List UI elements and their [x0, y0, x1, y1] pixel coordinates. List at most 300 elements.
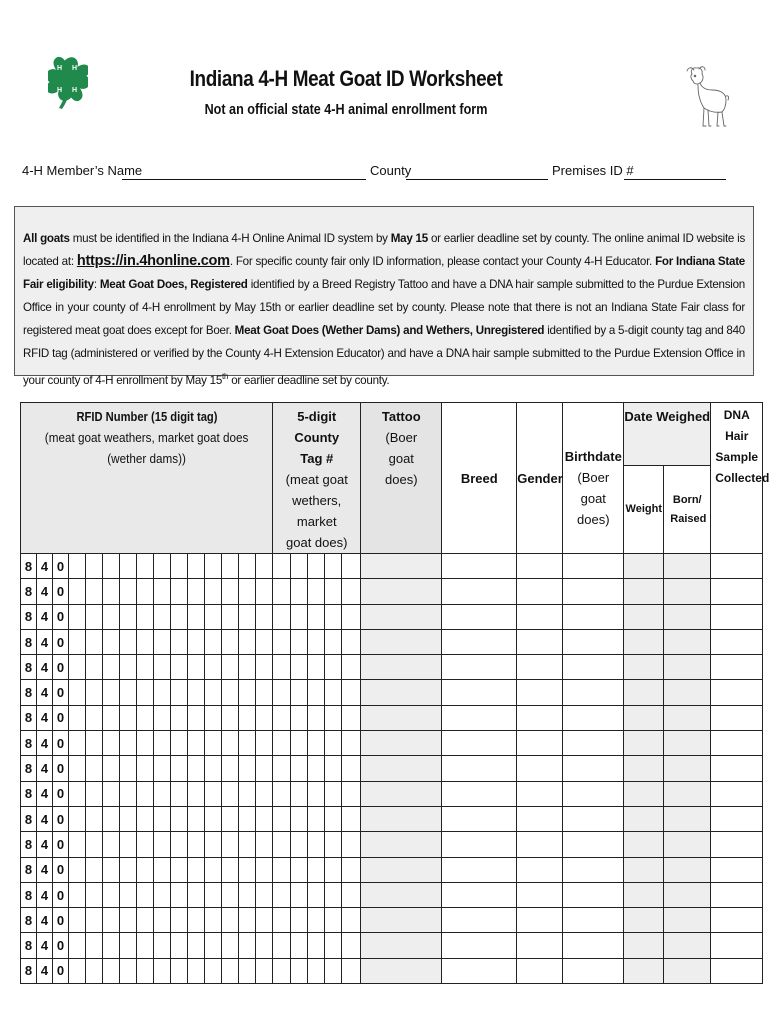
county-tag-digit-cell[interactable] — [273, 832, 291, 857]
born-raised-cell[interactable] — [664, 781, 711, 806]
breed-cell[interactable] — [442, 832, 517, 857]
rfid-digit-cell[interactable] — [205, 958, 222, 983]
tattoo-cell[interactable] — [361, 882, 442, 907]
dna-cell[interactable] — [711, 857, 763, 882]
weight-cell[interactable] — [624, 756, 664, 781]
rfid-digit-cell[interactable] — [222, 756, 239, 781]
county-tag-digit-cell[interactable] — [273, 958, 291, 983]
rfid-digit-cell[interactable] — [171, 908, 188, 933]
rfid-digit-cell[interactable] — [205, 680, 222, 705]
gender-cell[interactable] — [517, 731, 563, 756]
rfid-digit-cell[interactable] — [86, 629, 103, 654]
rfid-digit-cell[interactable] — [86, 857, 103, 882]
birthdate-cell[interactable] — [563, 806, 624, 831]
born-raised-cell[interactable] — [664, 806, 711, 831]
county-tag-digit-cell[interactable] — [308, 958, 325, 983]
breed-cell[interactable] — [442, 882, 517, 907]
county-tag-digit-cell[interactable] — [273, 756, 291, 781]
rfid-digit-cell[interactable] — [69, 554, 86, 579]
birthdate-cell[interactable] — [563, 604, 624, 629]
premises-id-field[interactable] — [624, 179, 726, 180]
rfid-digit-cell[interactable] — [188, 781, 205, 806]
county-tag-digit-cell[interactable] — [291, 806, 308, 831]
weight-cell[interactable] — [624, 629, 664, 654]
rfid-digit-cell[interactable] — [103, 554, 120, 579]
rfid-digit-cell[interactable] — [239, 882, 256, 907]
rfid-digit-cell[interactable] — [103, 908, 120, 933]
rfid-digit-cell[interactable] — [137, 882, 154, 907]
rfid-digit-cell[interactable] — [154, 933, 171, 958]
rfid-digit-cell[interactable] — [256, 705, 273, 730]
county-tag-digit-cell[interactable] — [308, 882, 325, 907]
county-tag-digit-cell[interactable] — [325, 857, 342, 882]
weight-cell[interactable] — [624, 579, 664, 604]
rfid-digit-cell[interactable] — [256, 806, 273, 831]
rfid-digit-cell[interactable] — [120, 554, 137, 579]
gender-cell[interactable] — [517, 629, 563, 654]
rfid-digit-cell[interactable] — [69, 629, 86, 654]
rfid-digit-cell[interactable] — [69, 806, 86, 831]
weight-cell[interactable] — [624, 832, 664, 857]
tattoo-cell[interactable] — [361, 604, 442, 629]
rfid-digit-cell[interactable] — [171, 680, 188, 705]
birthdate-cell[interactable] — [563, 832, 624, 857]
county-tag-digit-cell[interactable] — [325, 908, 342, 933]
rfid-digit-cell[interactable] — [239, 756, 256, 781]
weight-cell[interactable] — [624, 655, 664, 680]
rfid-digit-cell[interactable] — [120, 680, 137, 705]
rfid-digit-cell[interactable] — [103, 604, 120, 629]
rfid-digit-cell[interactable] — [256, 882, 273, 907]
county-tag-digit-cell[interactable] — [308, 680, 325, 705]
rfid-digit-cell[interactable] — [69, 655, 86, 680]
rfid-digit-cell[interactable] — [137, 655, 154, 680]
county-tag-digit-cell[interactable] — [325, 705, 342, 730]
county-tag-digit-cell[interactable] — [291, 832, 308, 857]
gender-cell[interactable] — [517, 705, 563, 730]
rfid-digit-cell[interactable] — [205, 655, 222, 680]
rfid-digit-cell[interactable] — [171, 554, 188, 579]
rfid-digit-cell[interactable] — [239, 604, 256, 629]
county-tag-digit-cell[interactable] — [308, 604, 325, 629]
rfid-digit-cell[interactable] — [120, 933, 137, 958]
rfid-digit-cell[interactable] — [86, 908, 103, 933]
dna-cell[interactable] — [711, 604, 763, 629]
tattoo-cell[interactable] — [361, 629, 442, 654]
weight-cell[interactable] — [624, 882, 664, 907]
born-raised-cell[interactable] — [664, 705, 711, 730]
county-tag-digit-cell[interactable] — [308, 756, 325, 781]
breed-cell[interactable] — [442, 857, 517, 882]
breed-cell[interactable] — [442, 781, 517, 806]
rfid-digit-cell[interactable] — [256, 832, 273, 857]
rfid-digit-cell[interactable] — [171, 933, 188, 958]
dna-cell[interactable] — [711, 933, 763, 958]
county-tag-digit-cell[interactable] — [291, 882, 308, 907]
county-tag-digit-cell[interactable] — [291, 731, 308, 756]
county-tag-digit-cell[interactable] — [291, 908, 308, 933]
rfid-digit-cell[interactable] — [120, 579, 137, 604]
county-tag-digit-cell[interactable] — [273, 554, 291, 579]
rfid-digit-cell[interactable] — [154, 832, 171, 857]
tattoo-cell[interactable] — [361, 781, 442, 806]
weight-cell[interactable] — [624, 933, 664, 958]
rfid-digit-cell[interactable] — [188, 806, 205, 831]
rfid-digit-cell[interactable] — [120, 882, 137, 907]
born-raised-cell[interactable] — [664, 604, 711, 629]
rfid-digit-cell[interactable] — [188, 756, 205, 781]
rfid-digit-cell[interactable] — [188, 933, 205, 958]
rfid-digit-cell[interactable] — [69, 958, 86, 983]
county-tag-digit-cell[interactable] — [342, 933, 361, 958]
rfid-digit-cell[interactable] — [222, 731, 239, 756]
rfid-digit-cell[interactable] — [222, 857, 239, 882]
rfid-digit-cell[interactable] — [256, 604, 273, 629]
born-raised-cell[interactable] — [664, 882, 711, 907]
rfid-digit-cell[interactable] — [205, 832, 222, 857]
county-tag-digit-cell[interactable] — [325, 806, 342, 831]
breed-cell[interactable] — [442, 579, 517, 604]
rfid-digit-cell[interactable] — [222, 604, 239, 629]
weight-cell[interactable] — [624, 705, 664, 730]
birthdate-cell[interactable] — [563, 731, 624, 756]
county-tag-digit-cell[interactable] — [342, 655, 361, 680]
rfid-digit-cell[interactable] — [137, 908, 154, 933]
rfid-digit-cell[interactable] — [171, 958, 188, 983]
tattoo-cell[interactable] — [361, 958, 442, 983]
weight-cell[interactable] — [624, 554, 664, 579]
rfid-digit-cell[interactable] — [154, 705, 171, 730]
rfid-digit-cell[interactable] — [188, 554, 205, 579]
rfid-digit-cell[interactable] — [137, 832, 154, 857]
dna-cell[interactable] — [711, 655, 763, 680]
rfid-digit-cell[interactable] — [86, 731, 103, 756]
dna-cell[interactable] — [711, 554, 763, 579]
rfid-digit-cell[interactable] — [205, 882, 222, 907]
county-tag-digit-cell[interactable] — [308, 731, 325, 756]
rfid-digit-cell[interactable] — [171, 655, 188, 680]
county-tag-digit-cell[interactable] — [308, 832, 325, 857]
weight-cell[interactable] — [624, 604, 664, 629]
rfid-digit-cell[interactable] — [256, 781, 273, 806]
weight-cell[interactable] — [624, 731, 664, 756]
breed-cell[interactable] — [442, 958, 517, 983]
rfid-digit-cell[interactable] — [239, 705, 256, 730]
rfid-digit-cell[interactable] — [86, 933, 103, 958]
rfid-digit-cell[interactable] — [86, 806, 103, 831]
county-tag-digit-cell[interactable] — [325, 655, 342, 680]
rfid-digit-cell[interactable] — [137, 604, 154, 629]
birthdate-cell[interactable] — [563, 579, 624, 604]
rfid-digit-cell[interactable] — [137, 554, 154, 579]
rfid-digit-cell[interactable] — [205, 629, 222, 654]
rfid-digit-cell[interactable] — [171, 629, 188, 654]
county-tag-digit-cell[interactable] — [308, 806, 325, 831]
gender-cell[interactable] — [517, 933, 563, 958]
rfid-digit-cell[interactable] — [103, 756, 120, 781]
county-tag-digit-cell[interactable] — [342, 705, 361, 730]
rfid-digit-cell[interactable] — [171, 756, 188, 781]
rfid-digit-cell[interactable] — [154, 680, 171, 705]
rfid-digit-cell[interactable] — [171, 731, 188, 756]
rfid-digit-cell[interactable] — [154, 908, 171, 933]
rfid-digit-cell[interactable] — [120, 832, 137, 857]
rfid-digit-cell[interactable] — [137, 756, 154, 781]
rfid-digit-cell[interactable] — [171, 806, 188, 831]
rfid-digit-cell[interactable] — [69, 731, 86, 756]
member-name-field[interactable] — [122, 179, 366, 180]
breed-cell[interactable] — [442, 731, 517, 756]
rfid-digit-cell[interactable] — [86, 781, 103, 806]
rfid-digit-cell[interactable] — [222, 781, 239, 806]
county-tag-digit-cell[interactable] — [273, 731, 291, 756]
rfid-digit-cell[interactable] — [86, 680, 103, 705]
rfid-digit-cell[interactable] — [171, 705, 188, 730]
rfid-digit-cell[interactable] — [256, 857, 273, 882]
rfid-digit-cell[interactable] — [154, 579, 171, 604]
dna-cell[interactable] — [711, 731, 763, 756]
county-tag-digit-cell[interactable] — [291, 680, 308, 705]
rfid-digit-cell[interactable] — [222, 680, 239, 705]
rfid-digit-cell[interactable] — [154, 857, 171, 882]
gender-cell[interactable] — [517, 579, 563, 604]
rfid-digit-cell[interactable] — [154, 781, 171, 806]
county-tag-digit-cell[interactable] — [325, 554, 342, 579]
rfid-digit-cell[interactable] — [69, 781, 86, 806]
born-raised-cell[interactable] — [664, 554, 711, 579]
rfid-digit-cell[interactable] — [205, 908, 222, 933]
rfid-digit-cell[interactable] — [103, 629, 120, 654]
breed-cell[interactable] — [442, 933, 517, 958]
rfid-digit-cell[interactable] — [69, 933, 86, 958]
tattoo-cell[interactable] — [361, 731, 442, 756]
born-raised-cell[interactable] — [664, 680, 711, 705]
rfid-digit-cell[interactable] — [103, 832, 120, 857]
birthdate-cell[interactable] — [563, 933, 624, 958]
rfid-digit-cell[interactable] — [120, 629, 137, 654]
birthdate-cell[interactable] — [563, 781, 624, 806]
county-tag-digit-cell[interactable] — [342, 806, 361, 831]
county-tag-digit-cell[interactable] — [308, 655, 325, 680]
county-tag-digit-cell[interactable] — [342, 731, 361, 756]
county-tag-digit-cell[interactable] — [308, 629, 325, 654]
county-tag-digit-cell[interactable] — [273, 806, 291, 831]
rfid-digit-cell[interactable] — [239, 806, 256, 831]
rfid-digit-cell[interactable] — [205, 579, 222, 604]
rfid-digit-cell[interactable] — [188, 958, 205, 983]
rfid-digit-cell[interactable] — [256, 756, 273, 781]
born-raised-cell[interactable] — [664, 756, 711, 781]
rfid-digit-cell[interactable] — [120, 604, 137, 629]
county-tag-digit-cell[interactable] — [342, 604, 361, 629]
tattoo-cell[interactable] — [361, 832, 442, 857]
rfid-digit-cell[interactable] — [205, 756, 222, 781]
rfid-digit-cell[interactable] — [188, 908, 205, 933]
breed-cell[interactable] — [442, 680, 517, 705]
born-raised-cell[interactable] — [664, 857, 711, 882]
rfid-digit-cell[interactable] — [103, 933, 120, 958]
breed-cell[interactable] — [442, 629, 517, 654]
breed-cell[interactable] — [442, 604, 517, 629]
rfid-digit-cell[interactable] — [103, 655, 120, 680]
county-tag-digit-cell[interactable] — [291, 655, 308, 680]
rfid-digit-cell[interactable] — [120, 781, 137, 806]
rfid-digit-cell[interactable] — [69, 579, 86, 604]
rfid-digit-cell[interactable] — [86, 958, 103, 983]
weight-cell[interactable] — [624, 781, 664, 806]
rfid-digit-cell[interactable] — [205, 731, 222, 756]
county-tag-digit-cell[interactable] — [342, 579, 361, 604]
rfid-digit-cell[interactable] — [239, 781, 256, 806]
county-tag-digit-cell[interactable] — [342, 629, 361, 654]
rfid-digit-cell[interactable] — [120, 908, 137, 933]
rfid-digit-cell[interactable] — [188, 857, 205, 882]
rfid-digit-cell[interactable] — [222, 933, 239, 958]
county-tag-digit-cell[interactable] — [273, 629, 291, 654]
rfid-digit-cell[interactable] — [239, 554, 256, 579]
dna-cell[interactable] — [711, 832, 763, 857]
rfid-digit-cell[interactable] — [256, 908, 273, 933]
county-tag-digit-cell[interactable] — [273, 579, 291, 604]
rfid-digit-cell[interactable] — [120, 806, 137, 831]
4honline-link[interactable]: https://in.4honline.com — [76, 253, 230, 269]
dna-cell[interactable] — [711, 806, 763, 831]
rfid-digit-cell[interactable] — [239, 655, 256, 680]
tattoo-cell[interactable] — [361, 756, 442, 781]
rfid-digit-cell[interactable] — [256, 933, 273, 958]
county-tag-digit-cell[interactable] — [325, 832, 342, 857]
rfid-digit-cell[interactable] — [256, 958, 273, 983]
rfid-digit-cell[interactable] — [205, 781, 222, 806]
rfid-digit-cell[interactable] — [69, 882, 86, 907]
rfid-digit-cell[interactable] — [120, 705, 137, 730]
born-raised-cell[interactable] — [664, 933, 711, 958]
dna-cell[interactable] — [711, 629, 763, 654]
rfid-digit-cell[interactable] — [154, 604, 171, 629]
rfid-digit-cell[interactable] — [256, 680, 273, 705]
rfid-digit-cell[interactable] — [239, 680, 256, 705]
born-raised-cell[interactable] — [664, 655, 711, 680]
rfid-digit-cell[interactable] — [154, 655, 171, 680]
born-raised-cell[interactable] — [664, 908, 711, 933]
birthdate-cell[interactable] — [563, 958, 624, 983]
rfid-digit-cell[interactable] — [154, 756, 171, 781]
dna-cell[interactable] — [711, 680, 763, 705]
birthdate-cell[interactable] — [563, 554, 624, 579]
rfid-digit-cell[interactable] — [120, 756, 137, 781]
rfid-digit-cell[interactable] — [222, 908, 239, 933]
birthdate-cell[interactable] — [563, 908, 624, 933]
rfid-digit-cell[interactable] — [239, 731, 256, 756]
rfid-digit-cell[interactable] — [256, 554, 273, 579]
gender-cell[interactable] — [517, 908, 563, 933]
rfid-digit-cell[interactable] — [222, 579, 239, 604]
county-tag-digit-cell[interactable] — [342, 756, 361, 781]
rfid-digit-cell[interactable] — [69, 680, 86, 705]
rfid-digit-cell[interactable] — [69, 604, 86, 629]
breed-cell[interactable] — [442, 655, 517, 680]
county-tag-digit-cell[interactable] — [325, 629, 342, 654]
county-tag-digit-cell[interactable] — [291, 958, 308, 983]
dna-cell[interactable] — [711, 781, 763, 806]
rfid-digit-cell[interactable] — [222, 705, 239, 730]
county-tag-digit-cell[interactable] — [273, 882, 291, 907]
rfid-digit-cell[interactable] — [188, 604, 205, 629]
rfid-digit-cell[interactable] — [222, 882, 239, 907]
rfid-digit-cell[interactable] — [222, 958, 239, 983]
rfid-digit-cell[interactable] — [256, 629, 273, 654]
rfid-digit-cell[interactable] — [239, 629, 256, 654]
rfid-digit-cell[interactable] — [137, 958, 154, 983]
rfid-digit-cell[interactable] — [86, 882, 103, 907]
gender-cell[interactable] — [517, 554, 563, 579]
rfid-digit-cell[interactable] — [103, 680, 120, 705]
tattoo-cell[interactable] — [361, 857, 442, 882]
rfid-digit-cell[interactable] — [239, 908, 256, 933]
rfid-digit-cell[interactable] — [222, 806, 239, 831]
tattoo-cell[interactable] — [361, 705, 442, 730]
tattoo-cell[interactable] — [361, 908, 442, 933]
rfid-digit-cell[interactable] — [154, 882, 171, 907]
county-tag-digit-cell[interactable] — [273, 933, 291, 958]
rfid-digit-cell[interactable] — [188, 705, 205, 730]
county-tag-digit-cell[interactable] — [325, 933, 342, 958]
rfid-digit-cell[interactable] — [239, 832, 256, 857]
tattoo-cell[interactable] — [361, 680, 442, 705]
county-tag-digit-cell[interactable] — [325, 882, 342, 907]
born-raised-cell[interactable] — [664, 579, 711, 604]
county-tag-digit-cell[interactable] — [342, 958, 361, 983]
county-tag-digit-cell[interactable] — [325, 756, 342, 781]
rfid-digit-cell[interactable] — [86, 655, 103, 680]
rfid-digit-cell[interactable] — [69, 756, 86, 781]
rfid-digit-cell[interactable] — [188, 680, 205, 705]
rfid-digit-cell[interactable] — [120, 958, 137, 983]
gender-cell[interactable] — [517, 832, 563, 857]
county-tag-digit-cell[interactable] — [325, 604, 342, 629]
dna-cell[interactable] — [711, 705, 763, 730]
rfid-digit-cell[interactable] — [103, 579, 120, 604]
rfid-digit-cell[interactable] — [103, 857, 120, 882]
breed-cell[interactable] — [442, 705, 517, 730]
rfid-digit-cell[interactable] — [103, 731, 120, 756]
rfid-digit-cell[interactable] — [239, 579, 256, 604]
county-tag-digit-cell[interactable] — [273, 781, 291, 806]
rfid-digit-cell[interactable] — [171, 857, 188, 882]
gender-cell[interactable] — [517, 655, 563, 680]
rfid-digit-cell[interactable] — [171, 604, 188, 629]
county-tag-digit-cell[interactable] — [291, 933, 308, 958]
birthdate-cell[interactable] — [563, 680, 624, 705]
rfid-digit-cell[interactable] — [171, 579, 188, 604]
birthdate-cell[interactable] — [563, 756, 624, 781]
gender-cell[interactable] — [517, 958, 563, 983]
county-tag-digit-cell[interactable] — [308, 554, 325, 579]
county-tag-digit-cell[interactable] — [273, 604, 291, 629]
rfid-digit-cell[interactable] — [188, 832, 205, 857]
rfid-digit-cell[interactable] — [188, 629, 205, 654]
county-tag-digit-cell[interactable] — [342, 781, 361, 806]
tattoo-cell[interactable] — [361, 579, 442, 604]
rfid-digit-cell[interactable] — [137, 680, 154, 705]
weight-cell[interactable] — [624, 806, 664, 831]
rfid-digit-cell[interactable] — [69, 908, 86, 933]
rfid-digit-cell[interactable] — [205, 857, 222, 882]
rfid-digit-cell[interactable] — [120, 655, 137, 680]
county-tag-digit-cell[interactable] — [291, 629, 308, 654]
rfid-digit-cell[interactable] — [239, 958, 256, 983]
rfid-digit-cell[interactable] — [103, 958, 120, 983]
